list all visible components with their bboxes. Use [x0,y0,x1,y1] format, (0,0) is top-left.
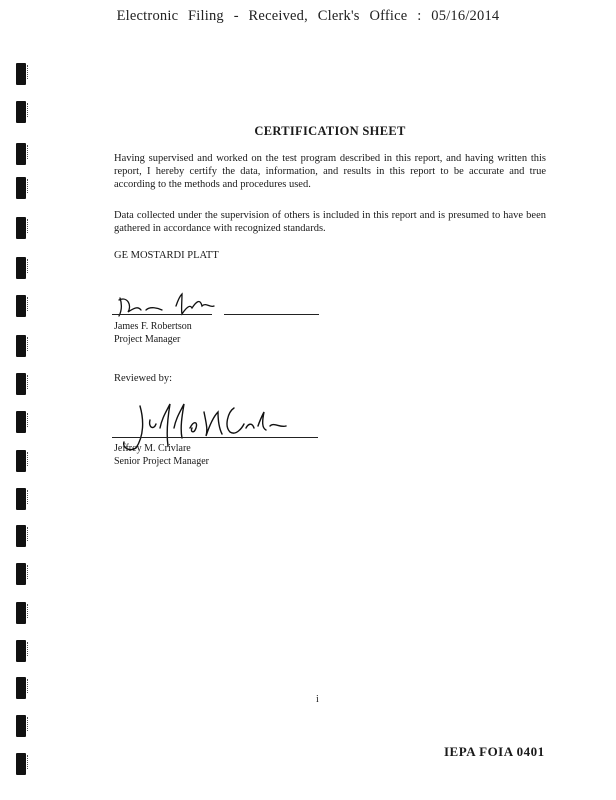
binding-hole [16,335,26,357]
signer1-name: James F. Robertson [114,321,192,332]
reviewed-by-label: Reviewed by: [114,373,173,384]
binding-hole [16,525,26,547]
signature-robertson [114,290,224,320]
signature-line [112,437,318,438]
binding-hole [16,753,26,775]
binding-hole [16,450,26,472]
binding-hole [16,257,26,279]
certification-paragraph: Having supervised and worked on the test program described in this report, and having written this report, I hereby certify the data, information, and results in this report to be accurate and true according to the methods and procedures used. [114,153,546,190]
binding-hole [16,101,26,123]
binding-hole [16,373,26,395]
binding-hole [16,411,26,433]
binding-holes [14,55,38,785]
binding-hole [16,677,26,699]
binding-hole [16,715,26,737]
signature-line [224,314,319,315]
binding-hole [16,295,26,317]
signer2-name: Jeffrey M. Crivlare [114,443,191,454]
binding-hole [16,602,26,624]
binding-hole [16,563,26,585]
binding-hole [16,177,26,199]
signer1-role: Project Manager [114,334,181,345]
binding-hole [16,488,26,510]
page-number: i [316,694,319,705]
supervision-paragraph: Data collected under the supervision of others is included in this report and is presumed to have been gathered in accordance with recognized standards. [114,210,546,234]
binding-hole [16,143,26,165]
filing-header-stamp: Electronic Filing - Received, Clerk's Office : 05/16/2014 [116,8,500,24]
foia-stamp: IEPA FOIA 0401 [444,744,545,759]
binding-hole [16,63,26,85]
signature-line [112,314,212,315]
binding-hole [16,640,26,662]
company-name: GE MOSTARDI PLATT [114,250,219,261]
signer2-role: Senior Project Manager [114,456,209,467]
document-title: CERTIFICATION SHEET [254,124,406,138]
binding-hole [16,217,26,239]
